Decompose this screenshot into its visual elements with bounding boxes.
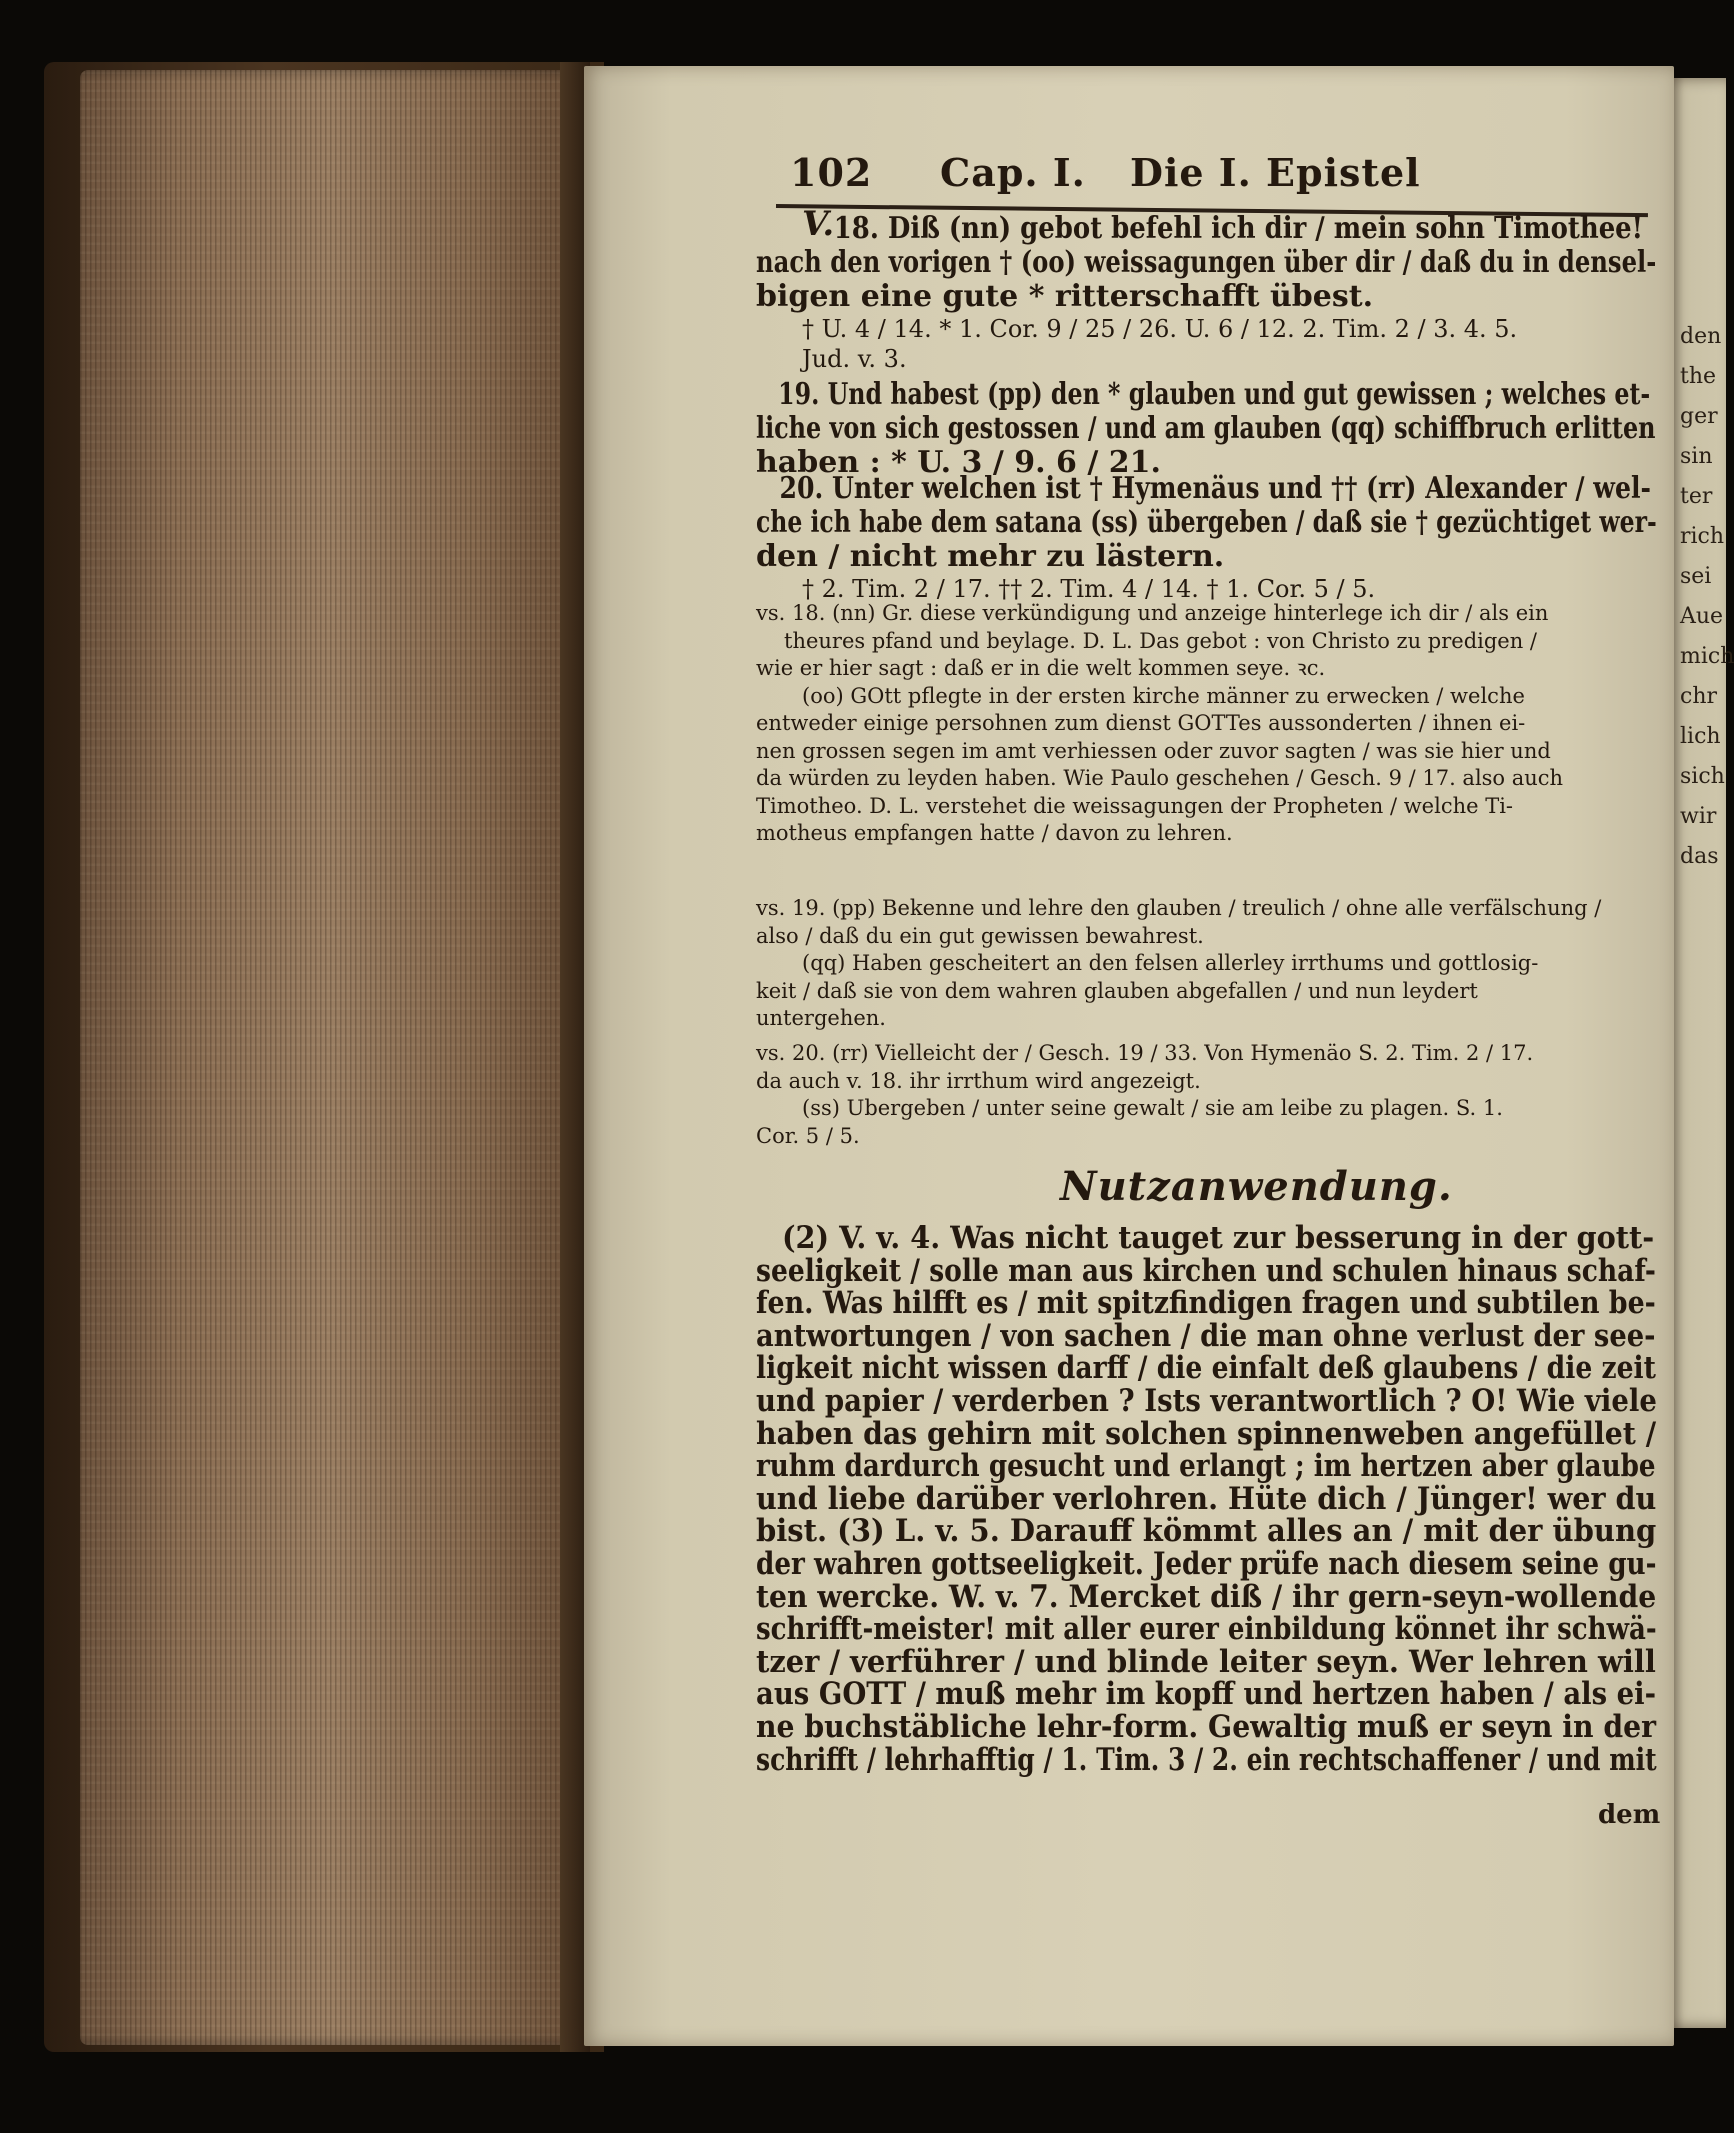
- facing-page-edge: [1666, 78, 1734, 2028]
- note-line: vs. 19. (pp) Bekenne und lehre den glauben / treulich / ohne alle verfälschung /: [756, 896, 1602, 920]
- verse-line: haben : * U. 3 / 9. 6 / 21.: [756, 445, 1161, 480]
- verse-line: 18. Diß (nn) gebot befehl ich dir / mein sohn Timothee!: [833, 211, 1644, 246]
- facing-page-fragment: den: [1680, 324, 1722, 349]
- application-line: und papier / verderben ? Ists verantwortlich ? O! Wie viele: [756, 1382, 1657, 1419]
- application-line: haben das gehirn mit solchen spinnenweben angefüllet /: [756, 1415, 1657, 1452]
- facing-page-fragment: ger: [1680, 404, 1718, 429]
- note-line: (ss) Ubergeben / unter seine gewalt / sie am leibe zu plagen. S. 1.: [802, 1096, 1503, 1120]
- application-line: (2) V. v. 4. Was nicht tauget zur besserung in der gott-: [781, 1220, 1655, 1256]
- notes-verse-20: [756, 1040, 1656, 1150]
- facing-page-fragment: ter: [1680, 484, 1713, 509]
- note-line: nen grossen segen im amt verhiessen oder zuvor sagten / was sie hier und: [756, 738, 1551, 763]
- cross-reference: † 2. Tim. 2 / 17. †† 2. Tim. 4 / 14. † 1. Cor. 5 / 5.: [802, 575, 1376, 603]
- facing-page-fragment: lich: [1680, 724, 1721, 749]
- application-line: und liebe darüber verlohren. Hüte dich / Jünger! wer du: [756, 1480, 1657, 1517]
- facing-page-fragment: sin: [1680, 444, 1713, 469]
- verse-line: che ich habe dem satana (ss) übergeben / daß sie † gezüchtiget wer-: [756, 505, 1657, 540]
- application-line: tzer / verführer / und blinde leiter seyn. Wer lehren will: [756, 1643, 1656, 1680]
- verse-line: 20. Unter welchen ist † Hymenäus und †† (rr) Alexander / wel-: [779, 471, 1651, 506]
- application-line: fen. Was hilfft es / mit spitzfindigen fragen und subtilen be-: [756, 1285, 1656, 1322]
- verse-line: liche von sich gestossen / und am glauben (qq) schiffbruch erlitten: [756, 411, 1656, 446]
- verse-20: [756, 472, 1656, 604]
- verse-18: [756, 212, 1656, 374]
- application-line: schrifft-meister! mit aller eurer einbildung könnet ihr schwä-: [756, 1611, 1657, 1648]
- application-line: antwortungen / von sachen / die man ohne verlust der see-: [756, 1317, 1656, 1354]
- page-number: 102: [790, 150, 873, 195]
- note-line: entweder einige persohnen zum dienst GOTTes aussonderten / ihnen ei-: [756, 711, 1526, 735]
- application-heading: Nutzanwendung.: [1060, 1163, 1453, 1210]
- note-line: keit / daß sie von dem wahren glauben abgefallen / und nun leydert: [756, 978, 1478, 1003]
- application-line: ne buchstäbliche lehr-form. Gewaltig muß er seyn in der: [756, 1708, 1657, 1745]
- note-line: wie er hier sagt : daß er in die welt kommen seye. ꝛc.: [756, 656, 1326, 680]
- note-line: da würden zu leyden haben. Wie Paulo geschehen / Gesch. 9 / 17. also auch: [756, 766, 1564, 790]
- verse-line: bigen eine gute * ritterschafft übest.: [756, 279, 1374, 314]
- facing-page-fragment: wir: [1680, 804, 1717, 829]
- application-line: aus GOTT / muß mehr im kopff und hertzen haben / als ei-: [756, 1676, 1657, 1713]
- note-line: vs. 20. (rr) Vielleicht der / Gesch. 19 / 33. Von Hymenäo S. 2. Tim. 2 / 17.: [756, 1041, 1534, 1065]
- facing-page-fragment: Aue: [1680, 604, 1724, 629]
- note-line: motheus empfangen hatte / davon zu lehren.: [756, 821, 1233, 845]
- application-line: ruhm dardurch gesucht und erlangt ; im hertzen aber glaube: [756, 1448, 1656, 1485]
- catchword: dem: [1598, 1800, 1661, 1830]
- facing-page-fragment: sich: [1680, 764, 1725, 789]
- notes-verse-18: [756, 600, 1656, 848]
- application-line: schrifft / lehrhafftig / 1. Tim. 3 / 2. ein rechtschaffener / und mit: [756, 1741, 1657, 1778]
- cross-reference: † U. 4 / 14. * 1. Cor. 9 / 25 / 26. U. 6 / 12. 2. Tim. 2 / 3. 4. 5.: [802, 315, 1518, 343]
- facing-page-fragment: rich: [1680, 524, 1725, 549]
- note-line: vs. 18. (nn) Gr. diese verkündigung und anzeige hinterlege ich dir / als ein: [756, 601, 1549, 625]
- note-line: Cor. 5 / 5.: [756, 1123, 860, 1148]
- page-edges: [80, 70, 580, 2045]
- facing-page-fragment: chr: [1680, 684, 1718, 709]
- facing-page-fragment: mich: [1680, 644, 1734, 669]
- note-line: also / daß du ein gut gewissen bewahrest.: [756, 923, 1204, 948]
- facing-page-fragment: das: [1680, 844, 1719, 869]
- verse-line: nach den vorigen † (oo) weissagungen über dir / daß du in densel-: [756, 245, 1657, 280]
- application-text: [756, 1222, 1656, 1776]
- note-line: Timotheo. D. L. verstehet die weissagungen der Propheten / welche Ti-: [756, 793, 1514, 818]
- application-line: seeligkeit / solle man aus kirchen und schulen hinaus schaf-: [756, 1252, 1656, 1289]
- note-line: da auch v. 18. ihr irrthum wird angezeigt.: [756, 1068, 1201, 1093]
- running-title: Die I. Epistel: [1130, 150, 1421, 195]
- application-line: bist. (3) L. v. 5. Darauff kömmt alles an / mit der übung: [756, 1513, 1657, 1550]
- application-line: der wahren gottseeligkeit. Jeder prüfe nach diesem seine gu-: [756, 1545, 1657, 1582]
- note-line: theures pfand und beylage. D. L. Das gebot : von Christo zu predigen /: [784, 628, 1538, 653]
- facing-page-fragment: sei: [1680, 564, 1712, 589]
- facing-page-fragment: the: [1680, 364, 1717, 389]
- note-line: untergehen.: [756, 1006, 886, 1030]
- page-header: [790, 150, 1660, 210]
- application-line: ligkeit nicht wissen darff / die einfalt deß glaubens / die zeit: [756, 1350, 1656, 1387]
- margin-marker: V.: [802, 204, 835, 244]
- note-line: (oo) GOtt pflegte in der ersten kirche männer zu erwecken / welche: [802, 683, 1525, 708]
- verse-line: den / nicht mehr zu lästern.: [756, 539, 1225, 574]
- application-line: ten wercke. W. v. 7. Mercket diß / ihr gern-seyn-wollende: [756, 1578, 1657, 1615]
- note-line: (qq) Haben gescheitert an den felsen allerley irrthums und gottlosig-: [802, 951, 1539, 975]
- notes-verse-19: [756, 895, 1656, 1033]
- chapter-label: Cap. I.: [940, 150, 1086, 195]
- cross-reference: Jud. v. 3.: [802, 345, 907, 373]
- verse-19: [756, 378, 1656, 480]
- verse-line: 19. Und habest (pp) den * glauben und gut gewissen ; welches et-: [778, 377, 1651, 412]
